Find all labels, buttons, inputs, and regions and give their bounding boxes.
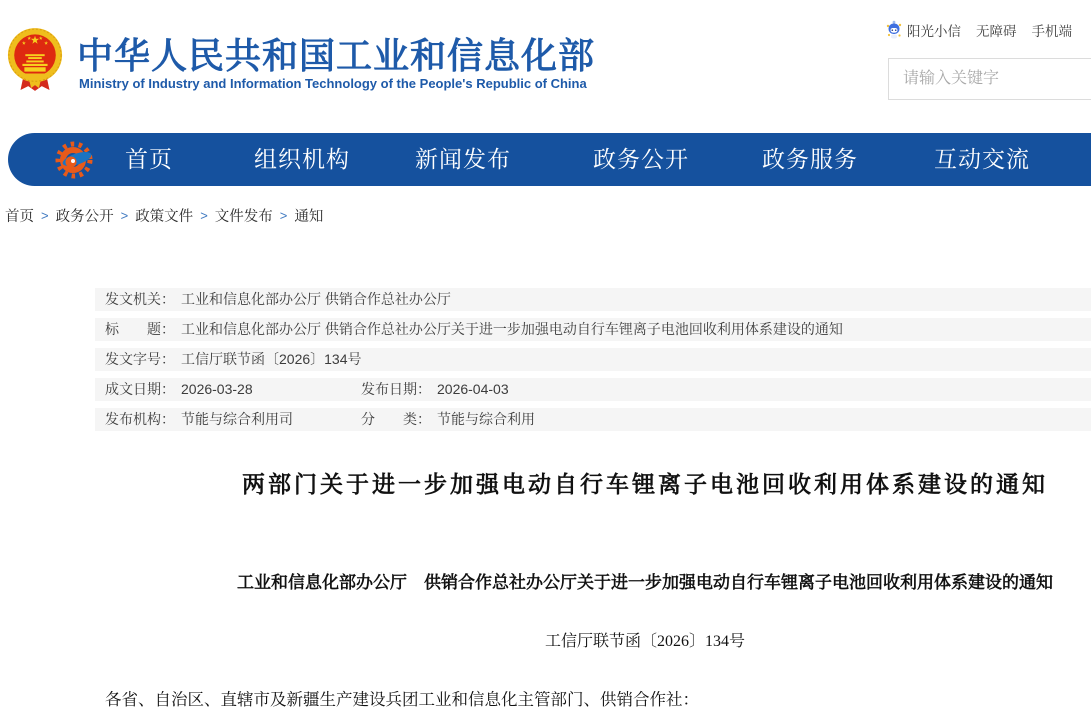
search-input[interactable] xyxy=(889,59,1091,99)
robot-mascot-icon xyxy=(885,20,903,40)
nav-item-organization[interactable]: 组织机构 xyxy=(254,146,350,172)
miit-gear-e-logo-icon[interactable] xyxy=(52,138,96,182)
site-title-en: Ministry of Industry and Information Technology of the People's Republic of China xyxy=(79,76,587,91)
breadcrumb-notice[interactable]: 通知 xyxy=(294,209,324,225)
meta-value: 工信厅联节函〔2026〕134号 xyxy=(181,351,362,367)
meta-label: 成文日期： xyxy=(105,381,175,397)
meta-field-category xyxy=(361,408,535,431)
breadcrumb-separator: > xyxy=(41,208,49,223)
breadcrumb-gov-affairs[interactable]: 政务公开 xyxy=(55,209,114,225)
nav-item-interaction[interactable]: 互动交流 xyxy=(934,146,1030,172)
article-title: 两部门关于进一步加强电动自行车锂离子电池回收利用体系建设的通知 xyxy=(242,471,1048,497)
meta-value: 2026-03-28 xyxy=(181,381,253,397)
meta-row-dates xyxy=(95,378,1091,401)
meta-label: 分 类： xyxy=(361,411,431,427)
nav-item-home[interactable]: 首页 xyxy=(125,146,173,172)
sunshine-assistant-link[interactable] xyxy=(885,20,961,40)
breadcrumb-document-release[interactable]: 文件发布 xyxy=(214,209,273,225)
breadcrumb-policy-documents[interactable]: 政策文件 xyxy=(135,209,194,225)
nav-item-gov-affairs[interactable]: 政务公开 xyxy=(593,146,689,172)
meta-row-document-number xyxy=(95,348,1091,371)
meta-row-publisher-category xyxy=(95,408,1091,431)
quick-link-label: 阳光小信 xyxy=(907,24,961,39)
quick-link-label: 无障碍 xyxy=(976,24,1017,39)
breadcrumb xyxy=(5,205,323,226)
meta-row-title xyxy=(95,318,1091,341)
national-emblem-icon xyxy=(6,26,64,94)
accessibility-link[interactable] xyxy=(976,20,1017,40)
quick-link-label: 手机端 xyxy=(1031,24,1072,39)
masthead xyxy=(0,0,1091,133)
breadcrumb-separator: > xyxy=(279,208,288,223)
meta-value: 2026-04-03 xyxy=(437,381,509,397)
meta-row-issuing-agency xyxy=(95,288,1091,311)
primary-nav xyxy=(8,133,1091,186)
article-doc-number: 工信厅联节函〔2026〕134号 xyxy=(544,633,745,650)
meta-label: 发文机关： xyxy=(105,291,175,307)
meta-value: 工业和信息化部办公厅 供销合作总社办公厅关于进一步加强电动自行车锂离子电池回收利用体系建设的通知 xyxy=(181,321,843,337)
meta-value: 工业和信息化部办公厅 供销合作总社办公厅 xyxy=(181,291,451,307)
quick-links xyxy=(885,20,1072,40)
meta-label: 标 题： xyxy=(105,321,175,337)
nav-item-news[interactable]: 新闻发布 xyxy=(415,146,511,172)
search-box xyxy=(888,58,1091,100)
breadcrumb-separator: > xyxy=(120,208,129,223)
document-meta-table xyxy=(95,288,1091,438)
breadcrumb-separator: > xyxy=(200,208,208,223)
mobile-version-link[interactable] xyxy=(1032,20,1073,40)
breadcrumb-home[interactable]: 首页 xyxy=(5,209,34,225)
meta-value: 节能与综合利用 xyxy=(437,411,535,427)
meta-field-publish-date xyxy=(361,378,509,401)
site-title-cn: 中华人民共和国工业和信息化部 xyxy=(77,35,596,76)
article-subtitle: 工业和信息化部办公厅 供销合作总社办公厅关于进一步加强电动自行车锂离子电池回收利用体系建设的通知 xyxy=(237,573,1053,592)
nav-item-gov-services[interactable]: 政务服务 xyxy=(762,146,858,172)
article-body-paragraph: 各省、自治区、直辖市及新疆生产建设兵团工业和信息化主管部门、供销合作社： xyxy=(105,690,699,709)
meta-value: 节能与综合利用司 xyxy=(181,411,293,427)
meta-label: 发布机构： xyxy=(105,411,175,427)
meta-label: 发布日期： xyxy=(361,381,431,397)
meta-label: 发文字号： xyxy=(105,351,175,367)
